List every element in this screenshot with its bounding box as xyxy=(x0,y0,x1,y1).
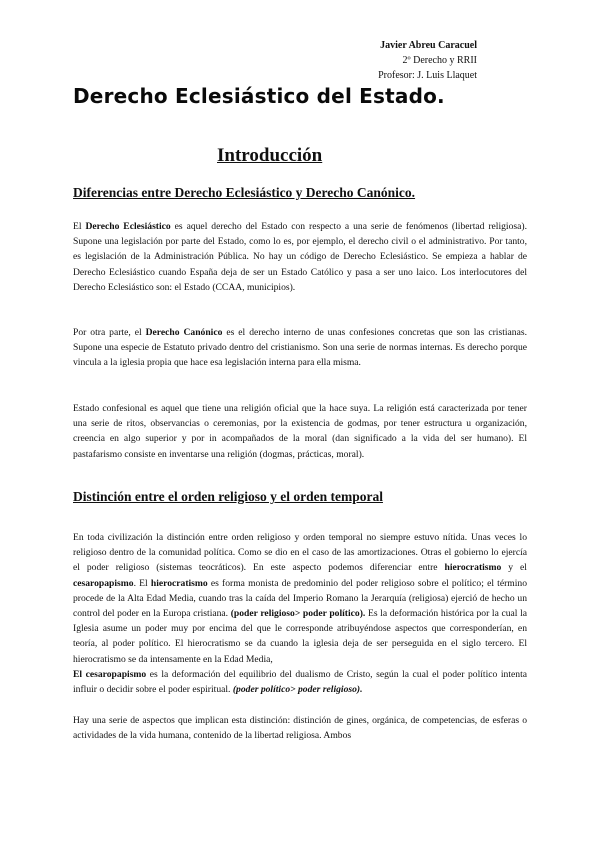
text-run: El xyxy=(73,221,86,232)
bold-term: (poder religioso> poder político). xyxy=(230,608,366,620)
bold-term: El cesaropapismo xyxy=(73,669,147,680)
bold-term: hierocratismo xyxy=(444,562,502,574)
text-run: Por otra parte, el xyxy=(73,327,146,338)
document-title: Derecho Eclesiástico del Estado. xyxy=(73,84,445,108)
bold-italic-term: (poder político> poder religioso). xyxy=(232,684,363,696)
text-run: es la deformación del equilibrio del dualismo de Cristo, según la cual el poder político intenta influir o decidir sobre el poder espiritual. xyxy=(73,669,527,696)
text-run: es aquel derecho del Estado con respecto a una serie de fenómenos (libertad religiosa). Supone una legislación por parte del Estado, como lo es, por ejemplo, el derecho civil o el administrativo. Por tanto, es legislación de la Administración Pública. No hay un código de Derecho Eclesiástico. Se empieza a hablar de Derecho Eclesiástico cuando España deja de ser un Estado Católico y pasa a ser uno laico. Los interlocutores del Derecho Eclesiástico son: el Estado (CCAA, municipios). xyxy=(73,221,527,293)
author-block xyxy=(378,38,477,83)
author-name: Javier Abreu Caracuel xyxy=(380,40,477,51)
text-run: . El xyxy=(133,577,151,589)
bold-term: Derecho Eclesiástico xyxy=(85,221,171,232)
bold-term: Derecho Canónico xyxy=(145,327,223,338)
text-run: Es la deformación histórica por la cual la Iglesia asume un poder muy por encima del que le corresponde atribuyéndose aspectos que corresponderían, en teoría, al poder político. El hierocratismo se da cuando la iglesia deja de ser perseguida en el siglo tercero. El hierocratismo se da intensamente en la Edad Media, xyxy=(73,608,527,665)
text-run: es forma monista de predominio del poder religioso sobre el político; el término procede de la Alta Edad Media, cuando tras la caída del Imperio Romano la Jerarquía (religiosa) ejerció de hecho un control del poder en la Europa cristiana. xyxy=(73,577,527,620)
paragraph-cesaropapismo xyxy=(73,667,527,697)
paragraph-aspectos: Hay una serie de aspectos que implican esta distinción: distinción de gines, orgánica, de competencias, de esferas o actividades de la vida humana, contenido de la libertad religiosa. Ambos xyxy=(73,715,527,742)
paragraph-derecho-canonico xyxy=(73,325,527,371)
professor-name: Profesor: J. Luis Llaquet xyxy=(378,70,477,81)
section-title: Introducción xyxy=(217,145,323,166)
bold-term: hierocratismo xyxy=(150,577,208,589)
paragraph-estado-confesional: Estado confesional es aquel que tiene una religión oficial que la hace suya. La religión está caracterizada por tener una serie de ritos, observancias o ceremonias, por la existencia de godmas, por tener estructura u organización, creencia en algo superior y por in acompañados de la moral (dan significado a la vida del ser humano). El pastafarismo consiste en inventarse una religión (dogmas, prácticas, moral). xyxy=(73,403,527,460)
subsection-heading-distinction: Distinción entre el orden religioso y el orden temporal xyxy=(73,489,383,504)
subsection-heading-differences: Diferencias entre Derecho Eclesiástico y Derecho Canónico. xyxy=(73,185,416,200)
text-run: En toda civilización la distinción entre orden religioso y orden temporal no siempre estuvo nítida. Unas veces lo religioso dentro de la comunidad política. Como se dio en el caso de las amortizaciones. Otras el gobierno lo ejercía el poder religioso (sistemas teocráticos). En este aspecto podemos diferenciar entre xyxy=(73,532,527,574)
text-run: y el xyxy=(501,562,527,574)
text-run: es el derecho interno de unas confesiones concretas que son las cristianas. Supone una especie de Estatuto privado dentro del cristianismo. Son una serie de normas internas. Es derecho porque vincula a la iglesia propia que hace esa legislación interna para ella misma. xyxy=(73,327,527,369)
paragraph-derecho-eclesiastico xyxy=(73,219,527,295)
bold-term: cesaropapismo xyxy=(73,577,134,589)
paragraph-hierocratismo xyxy=(73,530,527,667)
course-name: 2º Derecho y RRII xyxy=(402,55,477,66)
